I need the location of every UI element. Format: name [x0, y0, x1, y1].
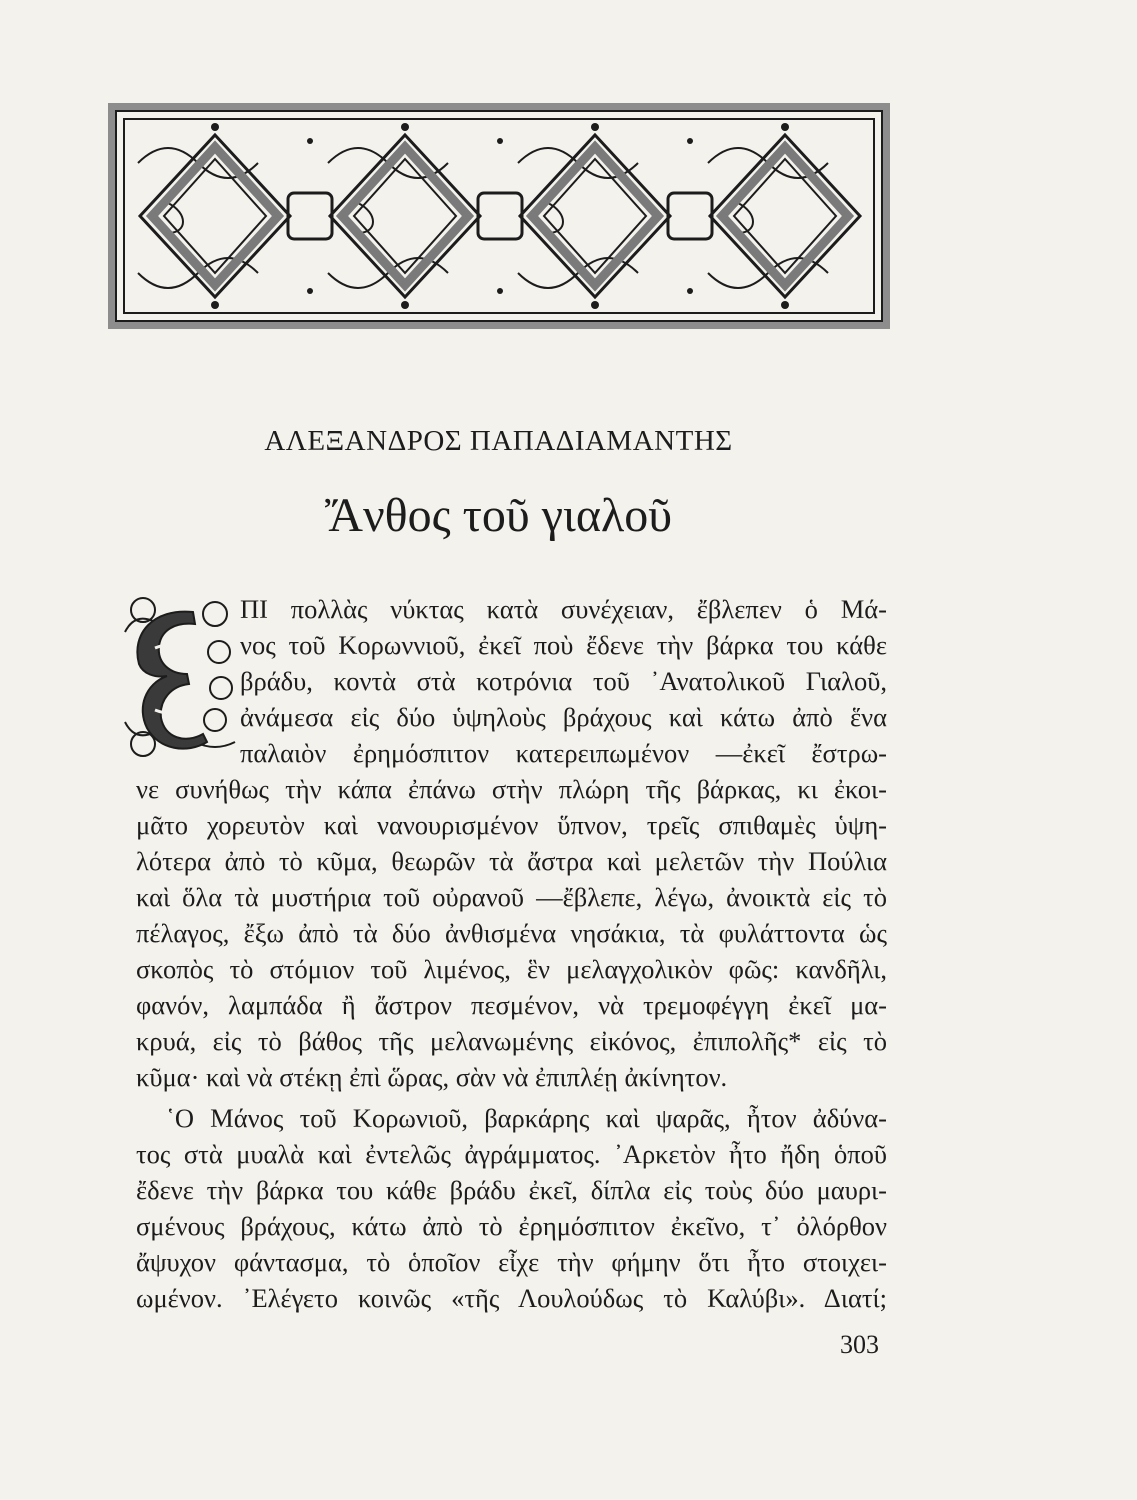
- text-line: λότερα ἀπὸ τὸ κῦμα, θεωρῶν τὰ ἄστρα καὶ μελετῶν τὴν Πούλια: [136, 846, 887, 876]
- text-line: φανόν, λαμπάδα ἢ ἄστρον πεσμένον, νὰ τρεμοφέγγη ἐκεῖ μα-: [136, 990, 887, 1020]
- text-line: μᾶτο χορευτὸν καὶ νανουρισμένον ὕπνον, τρεῖς σπιθαμὲς ὑψη-: [136, 810, 887, 840]
- text-line: πέλαγος, ἔξω ἀπὸ τὰ δύο ἀνθισμένα νησάκια, τὰ φυλάττοντα ὡς: [136, 918, 887, 948]
- author-name: ΑΛΕΞΑΝΔΡΟΣ ΠΑΠΑΔΙΑΜΑΝΤΗΣ: [264, 425, 733, 457]
- text-line: σμένους βράχους, κάτω ἀπὸ τὸ ἐρημόσπιτον ἐκεῖνο, τ᾿ ὀλόρθον: [136, 1211, 887, 1241]
- story-title: Ἄνθος τοῦ γιαλοῦ: [324, 489, 673, 542]
- text-line: ἔδενε τὴν βάρκα του κάθε βράδυ ἐκεῖ, δίπλα εἰς τοὺς δύο μαυρι-: [136, 1175, 887, 1205]
- text-line: ἄψυχον φάντασμα, τὸ ὁποῖον εἶχε τὴν φήμην ὅτι ἦτο στοιχει-: [136, 1247, 887, 1277]
- text-line: νος τοῦ Κορωννιοῦ, ἐκεῖ ποὺ ἔδενε τὴν βάρκα του κάθε: [240, 630, 887, 660]
- text-line: παλαιὸν ἐρημόσπιτον κατερειπωμένον —ἐκεῖ ἔστρω-: [240, 738, 887, 768]
- text-line: ἀνάμεσα εἰς δύο ὑψηλοὺς βράχους καὶ κάτω ἀπὸ ἕνα: [240, 702, 887, 732]
- page-number: 303: [840, 1330, 879, 1359]
- text-line: κρυά, εἰς τὸ βάθος τῆς μελανωμένης εἰκόνος, ἐπιπολῆς* εἰς τὸ: [136, 1026, 887, 1056]
- text-line: ΠΙ πολλὰς νύκτας κατὰ συνέχειαν, ἔβλεπεν ὁ Μά-: [240, 594, 887, 624]
- text-line: νε συνήθως τὴν κάπα ἐπάνω στὴν πλώρη τῆς βάρκας, κι ἐκοι-: [136, 774, 887, 804]
- illuminated-initial-epsilon: [115, 592, 240, 762]
- text-line: ωμένον. ᾿Ελέγετο κοινῶς «τῆς Λουλούδως τὸ Καλύβι». Διατί;: [136, 1283, 887, 1313]
- text-line: ῾Ο Μάνος τοῦ Κορωνιοῦ, βαρκάρης καὶ ψαρᾶς, ἦτον ἀδύνα-: [166, 1103, 887, 1133]
- text-line: σκοπὸς τὸ στόμιον τοῦ λιμένος, ἓν μελαγχολικὸν φῶς: κανδῆλι,: [136, 954, 887, 984]
- ornamental-header-band: [108, 103, 890, 329]
- text-line: τος στὰ μυαλὰ καὶ ἐντελῶς ἀγράμματος. ᾿Αρκετὸν ἦτο ἤδη ὁποῦ: [136, 1139, 887, 1169]
- text-line: κῦμα· καὶ νὰ στέκῃ ἐπὶ ὥρας, σὰν νὰ ἐπιπλέῃ ἀκίνητον.: [136, 1062, 728, 1092]
- text-line: καὶ ὅλα τὰ μυστήρια τοῦ οὐρανοῦ —ἔβλεπε, λέγω, ἀνοικτὰ εἰς τὸ: [136, 882, 887, 912]
- text-line: βράδυ, κοντὰ στὰ κοτρόνια τοῦ ᾿Ανατολικοῦ Γιαλοῦ,: [240, 666, 887, 696]
